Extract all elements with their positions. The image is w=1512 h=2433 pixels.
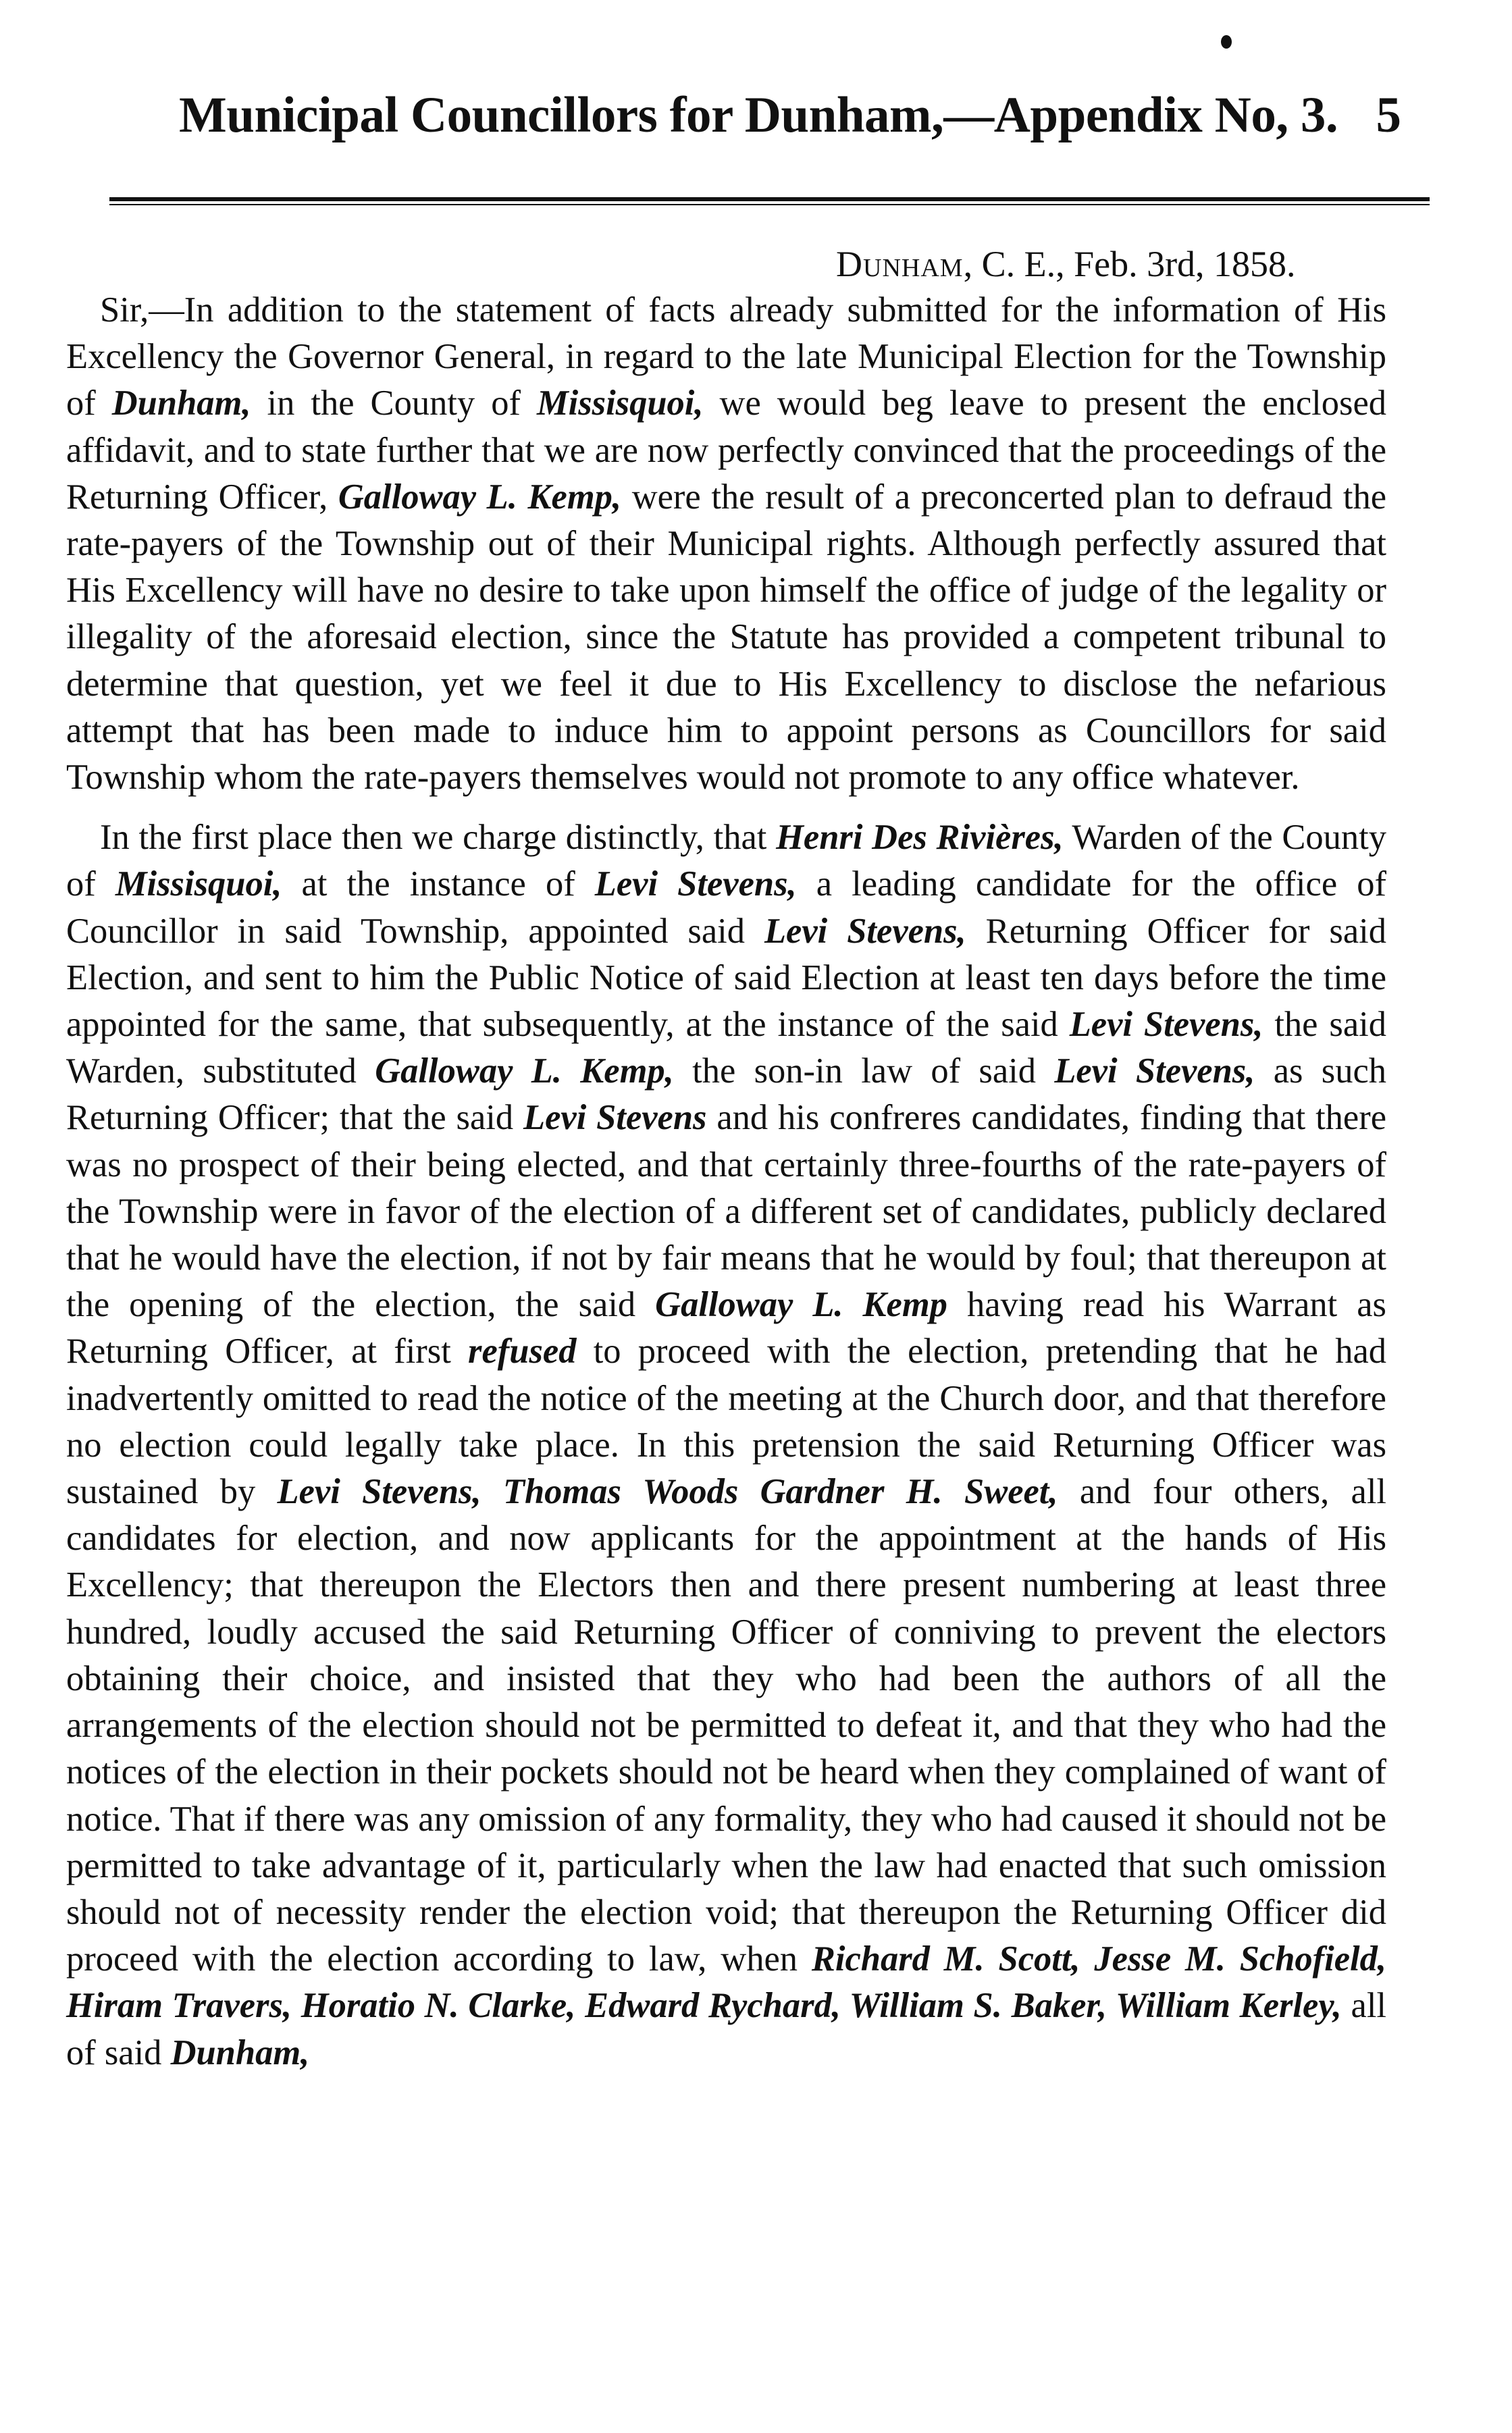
header-rule [109, 197, 1430, 205]
proper-name: Missisquoi, [115, 864, 282, 904]
text-run: and four others, all candidates for election, and now applicants for the appointment at the hands of His Excellency; that thereupon the Electors then and there present numbering at least three hundred, loudly accused the said Returning Officer of conniving to prevent the electors obtaining their choice, and insisted that they who had been the authors of all the arrangements of the election should not be permitted to defeat it, and that they who had the notices of the election in their pockets should not be heard when they complained of want of notice. That if there was any omission of any formality, they who had caused it should not be permitted to take advantage of it, particularly when the law had enacted that such omission should not of necessity render the election void; that thereupon the Returning Officer did proceed with the election according to law, when [66, 1472, 1387, 1979]
page-number: 5 [1376, 87, 1401, 143]
proper-name: Levi Stevens, [594, 864, 797, 904]
proper-name: Galloway L. Kemp [655, 1285, 947, 1325]
paragraph-2 [66, 814, 1386, 2076]
dateline [836, 243, 1296, 285]
text-run: were the result of a preconcerted plan to defraud the rate-payers of the Township out of their Municipal rights. Although perfectly assured that His Excellency will have no desire to take upon himself the office of judge of the legality or illegality of the aforesaid election, since the Statute has provided a competent tribunal to determine that question, yet we feel it due to His Excellency to disclose the nefarious attempt that has been made to induce him to appoint persons as Councillors for said Township whom the rate-payers themselves would not promote to any office whatever. [66, 477, 1387, 797]
dateline-date: , C. E., Feb. 3rd, 1858. [963, 244, 1296, 284]
page-header [179, 86, 1401, 161]
proper-name: Galloway L. Kemp, [338, 477, 622, 517]
text-run: in the County of [251, 384, 537, 423]
text-run: Sir,—In addition to the statement of facts already submitted for the information of His Excellency the Governor General, in regard to the late Municipal Election for the Township of [66, 290, 1386, 423]
text-run: In the first place then we charge distinctly, that [100, 818, 777, 858]
proper-name: Levi Stevens, [764, 911, 966, 951]
text-run: Warden of the County of [66, 818, 1386, 904]
proper-name: Richard M. Scott, Jesse M. Schofield, Hiram Travers, Horatio N. Clarke, Edward Rychard, William S. Baker, William Kerley, [66, 1939, 1386, 2026]
running-title: Municipal Councillors for Dunham,—Appendix No, 3. [179, 87, 1338, 143]
proper-name: Levi Stevens [523, 1098, 707, 1138]
text-run: the son-in law of said [673, 1051, 1055, 1091]
proper-name: Missisquoi, [536, 384, 704, 423]
proper-name: Dunham, [111, 384, 251, 423]
text-run: to proceed with the election, pretending that he had inadvertently omitted to read the notice of the meeting at the Church door, and that therefore no election could legally take place. In this pretension the said Returning Officer was sustained by [66, 1332, 1386, 1512]
text-run: a leading candidate for the office of Councillor in said Township, appointed said [66, 864, 1386, 951]
proper-name: Galloway L. Kemp, [375, 1051, 674, 1091]
dateline-place: Dunham [836, 244, 964, 284]
proper-name: Levi Stevens, [1054, 1051, 1255, 1091]
text-run: having read his Warrant as Returning Officer, at first [66, 1285, 1386, 1371]
ink-mark [1221, 35, 1232, 49]
text-run: all of said [66, 1986, 1386, 2072]
proper-name: Dunham, [170, 2033, 310, 2072]
proper-name: Levi Stevens, [1069, 1005, 1263, 1045]
text-run: we would beg leave to present the enclosed affidavit, and to state further that we are now perfectly convinced that the proceedings of the Returning Officer, [66, 384, 1387, 517]
text-run: and his confreres candidates, finding that there was no prospect of their being elected, and that certainly three-fourths of the rate-payers of the Township were in favor of the election of a different set of candidates, publicly declared that he would have the election, if not by fair means that he would by foul; that thereupon at the opening of the election, the said [66, 1098, 1386, 1325]
text-run: the said Warden, substituted [66, 1005, 1386, 1091]
paragraph-1 [66, 287, 1386, 801]
text-run: as such Returning Officer; that the said [66, 1051, 1386, 1138]
text-run: Returning Officer for said Election, and sent to him the Public Notice of said Election at least ten days before the time appointed for the same, that subsequently, at the instance of the said [66, 911, 1386, 1045]
letter-body [66, 287, 1386, 2076]
proper-name: Levi Stevens, Thomas Woods Gardner H. Sweet, [277, 1472, 1058, 1512]
proper-name: Henri Des Rivières, [776, 818, 1064, 858]
emphasis-text: refused [468, 1332, 577, 1371]
text-run: at the instance of [282, 864, 595, 904]
